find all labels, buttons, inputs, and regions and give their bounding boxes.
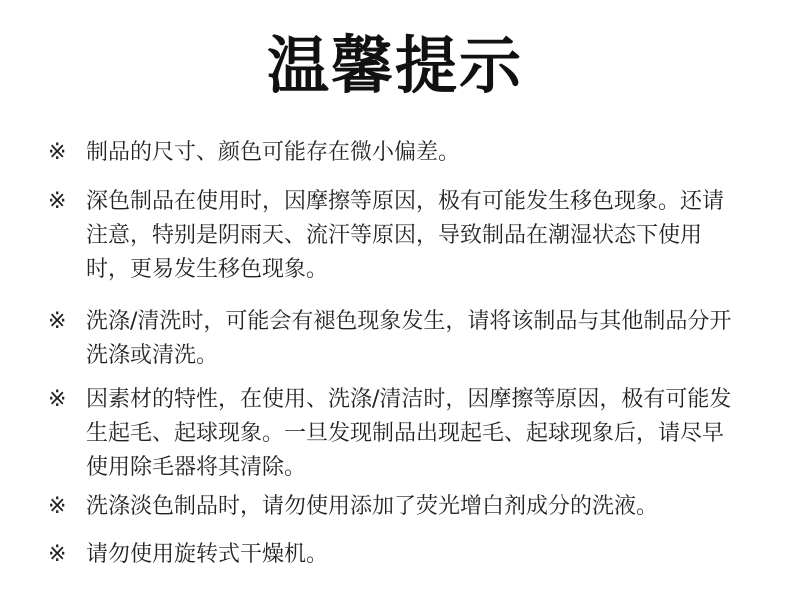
notice-text: 因素材的特性，在使用、洗涤/清洁时，因摩擦等原因，极有可能发生起毛、起球现象。一旦发现制品出现起毛、起球现象后，请尽早使用除毛器将其清除。 [86,387,732,480]
reference-mark-icon: ※ [48,387,67,412]
notice-text: 制品的尺寸、颜色可能存在微小偏差。 [86,140,461,165]
reference-mark-icon: ※ [48,309,67,334]
page-title: 温馨提示 [266,29,523,102]
notice-text: 洗涤淡色制品时，请勿使用添加了荧光增白剂成分的洗液。 [86,494,659,519]
reference-mark-icon: ※ [48,542,67,567]
reference-mark-icon: ※ [48,189,67,214]
reference-mark-icon: ※ [48,494,67,519]
notice-text: 深色制品在使用时，因摩擦等原因，极有可能发生移色现象。还请注意，特别是阴雨天、流汗等原因，导致制品在潮湿状态下使用时，更易发生移色现象。 [86,189,725,282]
reference-mark-icon: ※ [48,140,67,165]
notice-text: 请勿使用旋转式干燥机。 [86,542,329,567]
notice-text: 洗涤/清洗时，可能会有褪色现象发生，请将该制品与其他制品分开洗涤或清洗。 [86,309,732,368]
